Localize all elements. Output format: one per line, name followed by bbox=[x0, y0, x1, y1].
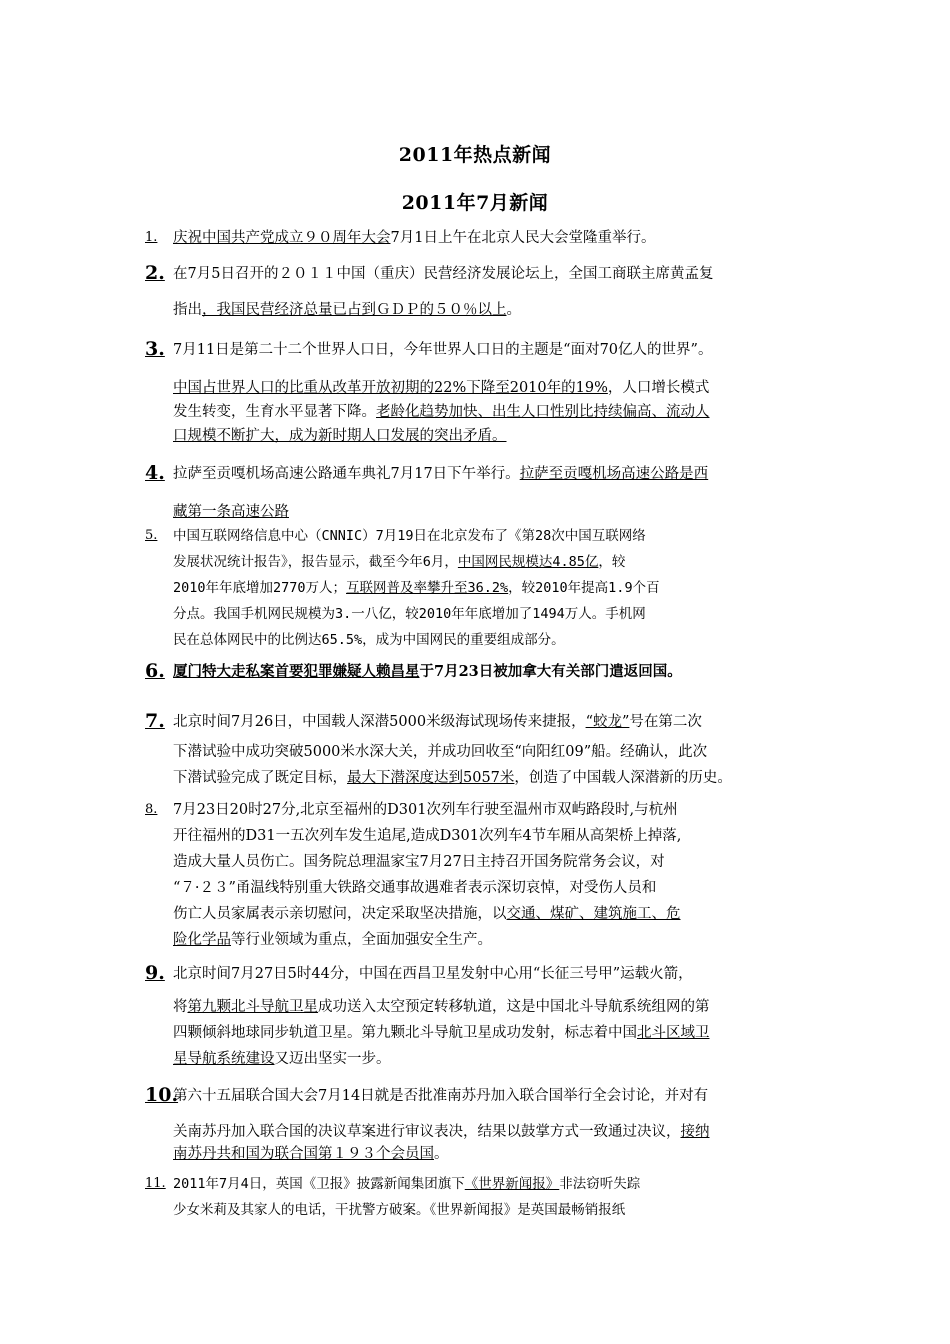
text-segment: 发展状况统计报告》，报告显示，截至今年6月， bbox=[173, 554, 458, 570]
text-segment: 造成大量人员伤亡。国务院总理温家宝7月27日主持召开国务院常务会议，对 bbox=[173, 854, 665, 870]
news-item-line bbox=[173, 604, 646, 624]
text-segment: ，较2010年提高1.9个百 bbox=[508, 580, 660, 596]
news-item-number: 10. bbox=[145, 1084, 179, 1106]
news-item-line bbox=[173, 502, 289, 522]
text-segment: 下潜试验完成了既定目标， bbox=[173, 770, 347, 786]
text-segment: 民在总体网民中的比例达65.5%，成为中国网民的重要组成部分。 bbox=[173, 632, 565, 648]
text-segment: 下潜试验中成功突破5000米水深大关，并成功回收至“向阳红09”船。经确认，此次 bbox=[173, 744, 708, 760]
text-segment: 发生转变，生育水平显著下降。 bbox=[173, 404, 376, 420]
underlined-text: 险化学品 bbox=[173, 932, 231, 948]
text-segment: 将 bbox=[173, 999, 188, 1015]
news-item-number: 3. bbox=[145, 338, 165, 360]
text-segment: 少女米莉及其家人的电话，干扰警方破案。《世界新闻报》是英国最畅销报纸 bbox=[173, 1202, 626, 1218]
news-item-line bbox=[173, 1200, 625, 1220]
text-segment: 于7月23日被加拿大有关部门遣返回国。 bbox=[419, 663, 682, 680]
underlined-text: 交通、煤矿、建筑施工、危 bbox=[506, 906, 681, 922]
text-segment: “７·２３”甬温线特别重大铁路交通事故遇难者表示深切哀悼，对受伤人员和 bbox=[173, 880, 657, 896]
text-segment: 中国互联网络信息中心（CNNIC）7月19日在北京发布了《第28次中国互联网络 bbox=[173, 528, 646, 544]
underlined-text: 口规模不断扩大，成为新时期人口发展的突出矛盾。 bbox=[173, 428, 507, 444]
news-item-number: 1. bbox=[145, 230, 158, 245]
news-item-line bbox=[173, 1086, 708, 1106]
text-segment: 成功送入太空预定转移轨道，这是中国北斗导航系统组网的第 bbox=[318, 999, 710, 1015]
news-item-line bbox=[173, 800, 678, 820]
document-subtitle: 2011年7月新闻 bbox=[401, 192, 549, 214]
text-segment: 开往福州的D31一五次列车发生追尾,造成D301次列车4节车厢从高架桥上掉落, bbox=[173, 828, 682, 844]
text-segment: 2011年7月4日，英国《卫报》披露新闻集团旗下 bbox=[173, 1176, 465, 1192]
text-segment: 7月11日是第二十二个世界人口日，今年世界人口日的主题是“面对70亿人的世界”。 bbox=[173, 342, 713, 358]
news-item-line bbox=[173, 662, 682, 682]
underlined-text: 藏第一条高速公路 bbox=[173, 504, 289, 520]
text-segment: 北京时间7月27日5时44分，中国在西昌卫星发射中心用“长征三号甲”运载火箭， bbox=[173, 966, 693, 982]
text-segment: 分点。我国手机网民规模为3.一八亿，较2010年年底增加了1494万人。手机网 bbox=[173, 606, 646, 622]
underlined-text: 接纳 bbox=[680, 1124, 710, 1140]
text-segment: ，创造了中国载人深潜新的历史。 bbox=[514, 770, 732, 786]
underlined-text: “蛟龙” bbox=[585, 714, 630, 730]
news-item-number: 4. bbox=[145, 462, 165, 484]
news-item-line bbox=[173, 1122, 710, 1142]
text-segment: 四颗倾斜地球同步轨道卫星。第九颗北斗导航卫星成功发射，标志着中国 bbox=[173, 1025, 637, 1041]
news-item-line bbox=[173, 768, 732, 788]
text-segment: ，较 bbox=[598, 554, 626, 570]
text-segment: ，人口增长模式 bbox=[607, 380, 710, 396]
document-title: 2011年热点新闻 bbox=[398, 144, 552, 166]
underlined-text: 老龄化趋势加快、出生人口性别比持续偏高、流动人 bbox=[376, 404, 710, 420]
underlined-text: 最大下潜深度达到5057米 bbox=[347, 770, 515, 786]
news-item-line bbox=[173, 526, 646, 546]
news-item-number: 9. bbox=[145, 962, 165, 984]
news-item-line bbox=[173, 964, 693, 984]
news-item-line bbox=[173, 340, 712, 360]
text-segment: 。 bbox=[506, 302, 521, 318]
underlined-text: 厦门特大走私案首要犯罪嫌疑人赖昌星 bbox=[173, 663, 420, 680]
text-segment: 。 bbox=[434, 1146, 449, 1162]
news-item-line bbox=[173, 630, 565, 650]
news-item-number: 6. bbox=[145, 660, 165, 682]
text-segment: 拉萨至贡嘎机场高速公路通车典礼7月17日下午举行。 bbox=[173, 466, 520, 482]
news-item-number: 7. bbox=[145, 710, 165, 732]
news-item-line bbox=[173, 852, 665, 872]
text-segment: 指出 bbox=[173, 302, 202, 318]
underlined-text: 星导航系统建设 bbox=[173, 1051, 275, 1067]
news-item-line bbox=[173, 402, 710, 422]
news-item-line bbox=[173, 1174, 640, 1194]
text-segment: 在7月5日召开的２０１１中国（重庆）民营经济发展论坛上，全国工商联主席黄孟复 bbox=[173, 266, 714, 282]
text-segment: 关南苏丹加入联合国的决议草案进行审议表决，结果以鼓掌方式一致通过决议， bbox=[173, 1124, 681, 1140]
text-segment: 第六十五届联合国大会7月14日就是否批准南苏丹加入联合国举行全会讨论，并对有 bbox=[173, 1088, 709, 1104]
text-segment: 7月1日上午在北京人民大会堂隆重举行。 bbox=[390, 230, 656, 246]
underlined-text: 南苏丹共和国为联合国第１９３个会员国 bbox=[173, 1146, 434, 1162]
news-item-line bbox=[173, 578, 660, 598]
news-item-line bbox=[173, 300, 521, 320]
news-item-line bbox=[173, 826, 681, 846]
news-item-line bbox=[173, 878, 656, 898]
text-segment: 7月23日20时27分,北京至福州的D301次列车行驶至温州市双屿路段时,与杭州 bbox=[173, 802, 678, 818]
news-item-number: 2. bbox=[145, 262, 165, 284]
underlined-text: 庆祝中国共产党成立９０周年大会 bbox=[173, 230, 391, 246]
text-segment: 等行业领域为重点，全面加强安全生产。 bbox=[231, 932, 492, 948]
underlined-text: 拉萨至贡嘎机场高速公路是西 bbox=[519, 466, 709, 482]
news-item-line bbox=[173, 1049, 391, 1069]
news-item-line bbox=[173, 930, 492, 950]
news-item-line bbox=[173, 1144, 449, 1164]
text-segment: 伤亡人员家属表示亲切慰问，决定采取坚决措施，以 bbox=[173, 906, 507, 922]
news-item-line bbox=[173, 904, 681, 924]
underlined-text: ，我国民营经济总量已占到ＧＤＰ的５０％以上 bbox=[202, 302, 507, 318]
underlined-text: 互联网普及率攀升至36.2% bbox=[346, 580, 509, 596]
underlined-text: 中国网民规模达4.85亿 bbox=[457, 554, 599, 570]
news-item-line bbox=[173, 552, 625, 572]
news-item-line bbox=[173, 742, 707, 762]
news-item-line bbox=[173, 378, 709, 398]
news-item-number: 8. bbox=[145, 802, 158, 817]
news-item-line bbox=[173, 712, 702, 732]
underlined-text: 《世界新闻报》 bbox=[464, 1176, 560, 1192]
text-segment: 2010年年底增加2770万人； bbox=[173, 580, 347, 596]
text-segment: 北京时间7月26日，中国载人深潜5000米级海试现场传来捷报， bbox=[173, 714, 586, 730]
underlined-text: 北斗区域卫 bbox=[637, 1025, 710, 1041]
news-item-line bbox=[173, 1023, 710, 1043]
text-segment: 非法窃听失踪 bbox=[559, 1176, 641, 1192]
news-item-line bbox=[173, 464, 708, 484]
news-item-number: 11. bbox=[145, 1176, 166, 1191]
text-segment: 又迈出坚实一步。 bbox=[274, 1051, 391, 1067]
news-item-number: 5. bbox=[145, 528, 158, 543]
news-item-line bbox=[173, 426, 507, 446]
underlined-text: 中国占世界人口的比重从改革开放初期的22%下降至2010年的19% bbox=[173, 380, 608, 396]
news-item-line bbox=[173, 264, 713, 284]
news-item-line bbox=[173, 228, 655, 248]
text-segment: 号在第二次 bbox=[629, 714, 702, 730]
news-item-line bbox=[173, 997, 710, 1017]
underlined-text: 第九颗北斗导航卫星 bbox=[187, 999, 318, 1015]
